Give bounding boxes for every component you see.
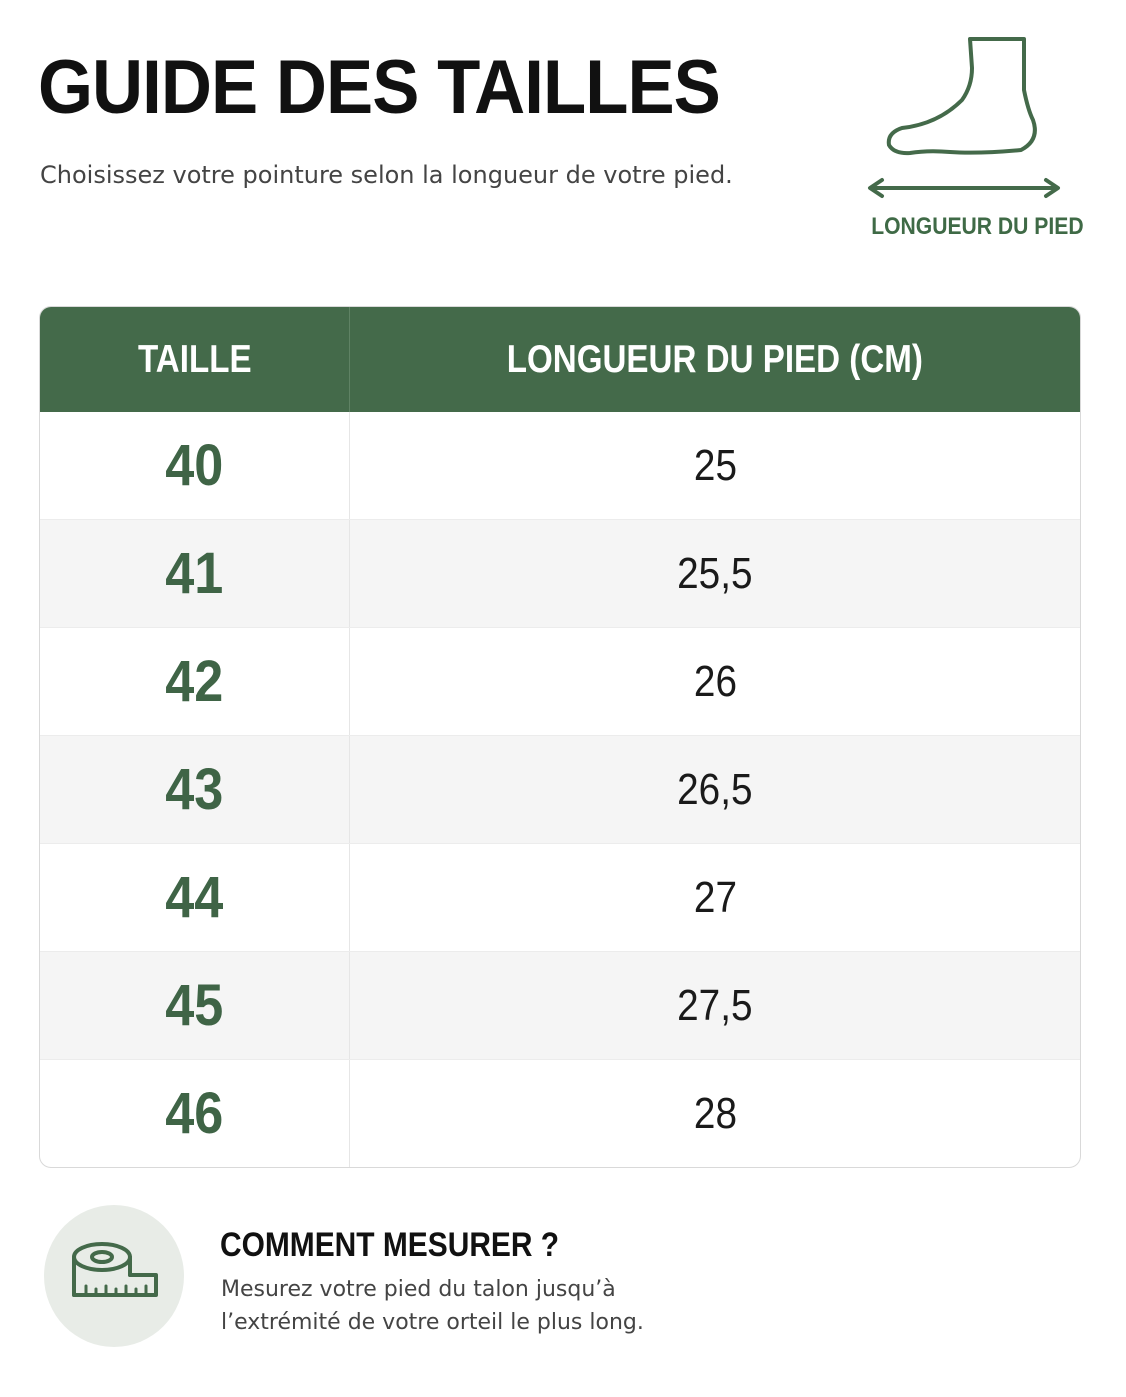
size-cell: 43 [40, 736, 350, 843]
length-cell: 26 [693, 656, 737, 706]
size-cell: 41 [40, 520, 350, 627]
size-table [39, 306, 1081, 1168]
length-cell: 28 [693, 1088, 737, 1138]
size-cell: 45 [40, 952, 350, 1059]
measure-instructions: Mesurez votre pied du talon jusqu’à l’extrémité de votre orteil le plus long. [221, 1277, 644, 1335]
table-row [40, 843, 1080, 951]
table-row [40, 1059, 1080, 1167]
table-row [40, 951, 1080, 1059]
size-cell: 40 [40, 412, 350, 519]
table-header [40, 307, 1080, 412]
how-to-measure-section [44, 1205, 1084, 1355]
measuring-tape-icon [44, 1205, 184, 1347]
foot-length-label: LONGUEUR DU PIED [871, 213, 1084, 240]
table-row [40, 412, 1080, 519]
header-foot-length: LONGUEUR DU PIED (CM) [506, 337, 924, 381]
double-arrow-icon [870, 180, 1058, 196]
length-cell: 27 [693, 872, 737, 922]
page-title: GUIDE DES TAILLES [38, 45, 720, 130]
length-cell: 27,5 [677, 980, 753, 1030]
header-size: TAILLE [40, 307, 350, 412]
length-cell: 25,5 [677, 548, 753, 598]
size-cell: 42 [40, 628, 350, 735]
length-cell: 25 [693, 440, 737, 490]
foot-length-illustration [858, 30, 1084, 250]
page-subtitle: Choisissez votre pointure selon la longueur de votre pied. [40, 161, 733, 189]
length-cell: 26,5 [677, 764, 753, 814]
table-row [40, 519, 1080, 627]
table-row [40, 627, 1080, 735]
measure-title: COMMENT MESURER ? [220, 1226, 560, 1264]
foot-outline-icon [858, 30, 1078, 210]
table-row [40, 735, 1080, 843]
size-cell: 44 [40, 844, 350, 951]
size-cell: 46 [40, 1060, 350, 1167]
